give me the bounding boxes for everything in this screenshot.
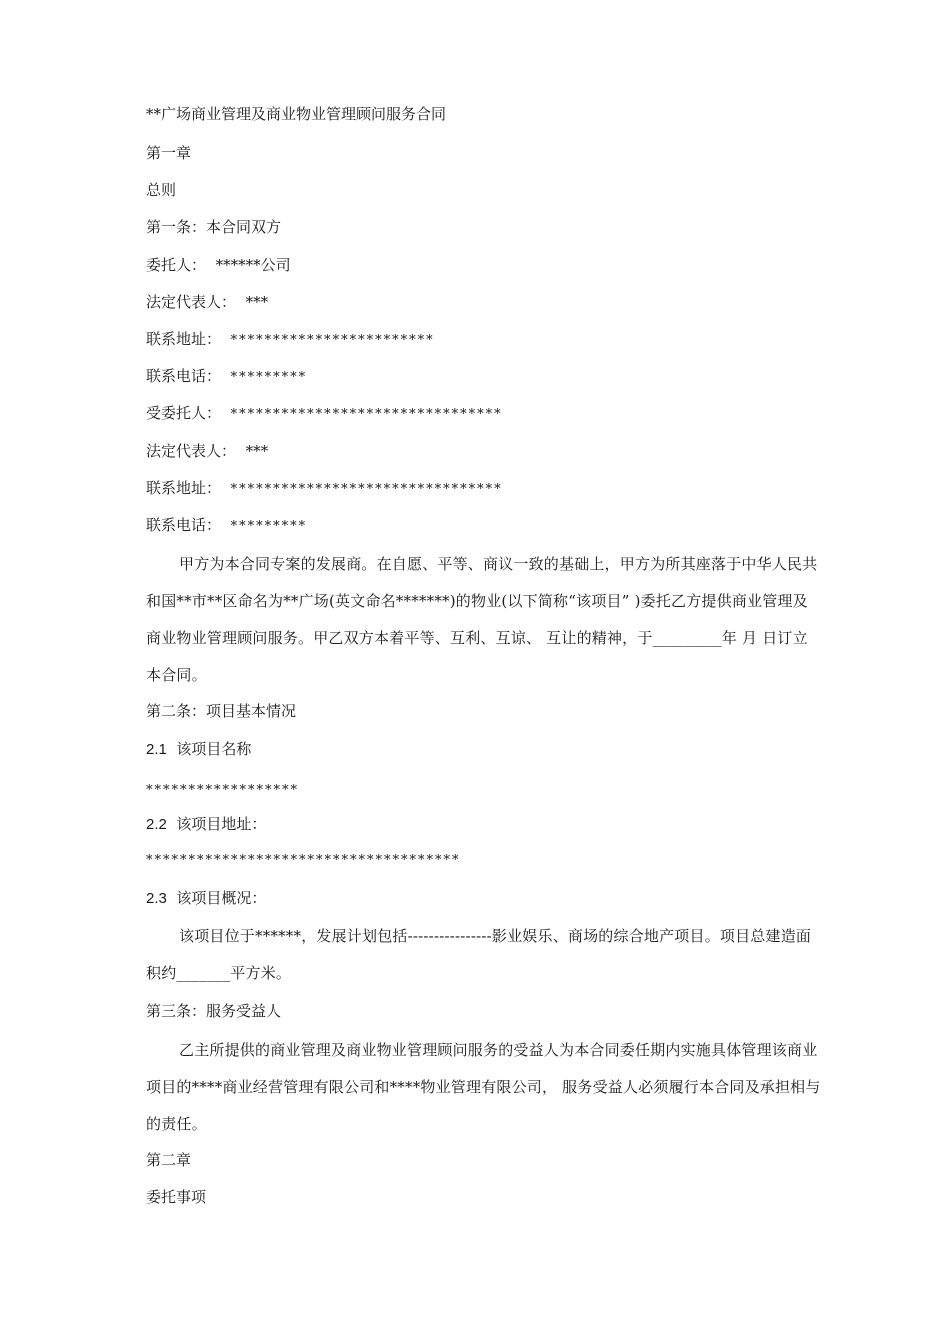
article-heading: 第一条：本合同双方 xyxy=(146,218,282,236)
phone1-label: 联系电话： xyxy=(146,367,222,385)
section-heading: 总则 xyxy=(146,181,177,199)
article-heading: 第三条：服务受益人 xyxy=(146,1002,282,1020)
rep2-line xyxy=(146,441,268,461)
rep2-label: 法定代表人： xyxy=(146,442,237,460)
client-value: ******公司 xyxy=(215,256,291,274)
trustee-line xyxy=(146,403,503,425)
addr2-value: ******************************** xyxy=(230,482,503,497)
subsection-2-2 xyxy=(146,814,266,835)
subsection-title: 该项目名称 xyxy=(176,740,252,758)
addr2-label: 联系地址： xyxy=(146,479,222,497)
trustee-label: 受委托人： xyxy=(146,404,222,422)
addr1-value: ************************ xyxy=(230,333,435,348)
addr1-label: 联系地址： xyxy=(146,330,222,348)
subsection-number: 2.3 xyxy=(146,890,167,907)
phone2-value: ********* xyxy=(230,519,308,534)
subsection-2-1 xyxy=(146,739,251,760)
section-heading: 委托事项 xyxy=(146,1188,207,1206)
article-heading: 第二条：项目基本情况 xyxy=(146,702,297,720)
trustee-value: ******************************** xyxy=(230,407,503,422)
phone1-value: ********* xyxy=(230,370,308,385)
subsection-2-3 xyxy=(146,888,266,909)
subsection-title: 该项目概况： xyxy=(176,889,267,907)
chapter-heading: 第一章 xyxy=(146,144,192,162)
project-name-value: ****************** xyxy=(146,783,299,798)
subsection-number: 2.1 xyxy=(146,741,167,758)
addr2-line xyxy=(146,478,503,500)
chapter-heading: 第二章 xyxy=(146,1151,192,1169)
client-line xyxy=(146,255,291,275)
project-address-value: ************************************* xyxy=(146,853,461,868)
beneficiary-paragraph: 乙主所提供的商业管理及商业物业管理顾问服务的受益人为本合同委任期内实施具体管理该商业项目的****商业经营管理有限公司和****物业管理有限公司， 服务受益人必须履行本合同及承担相与的责任。 xyxy=(146,1041,821,1133)
rep2-value: *** xyxy=(245,442,269,460)
phone2-line xyxy=(146,515,307,537)
rep1-value: *** xyxy=(245,293,269,311)
client-label: 委托人： xyxy=(146,256,207,274)
addr1-line xyxy=(146,329,435,351)
phone2-label: 联系电话： xyxy=(146,516,222,534)
intro-paragraph: 甲方为本合同专案的发展商。在自愿、平等、商议一致的基础上，甲方为所其座落于中华人民共和国**市**区命名为**广场(英文命名*******)的物业(以下简称“该项目” )委托乙方提供商业管理及商业物业管理顾问服务。甲乙双方本着平等、互利、互谅、 互让的精神，于_________年 月 日订立本合同。 xyxy=(146,555,818,684)
subsection-title: 该项目地址： xyxy=(176,815,267,833)
subsection-number: 2.2 xyxy=(146,816,167,833)
overview-paragraph: 该项目位于******，发展计划包括----------------影业娱乐、商场的综合地产项目。项目总建造面积约_______平方米。 xyxy=(146,927,812,982)
rep1-label: 法定代表人： xyxy=(146,293,237,311)
phone1-line xyxy=(146,366,307,388)
rep1-line xyxy=(146,292,268,312)
document-title: **广场商业管理及商业物业管理顾问服务合同 xyxy=(146,105,447,123)
